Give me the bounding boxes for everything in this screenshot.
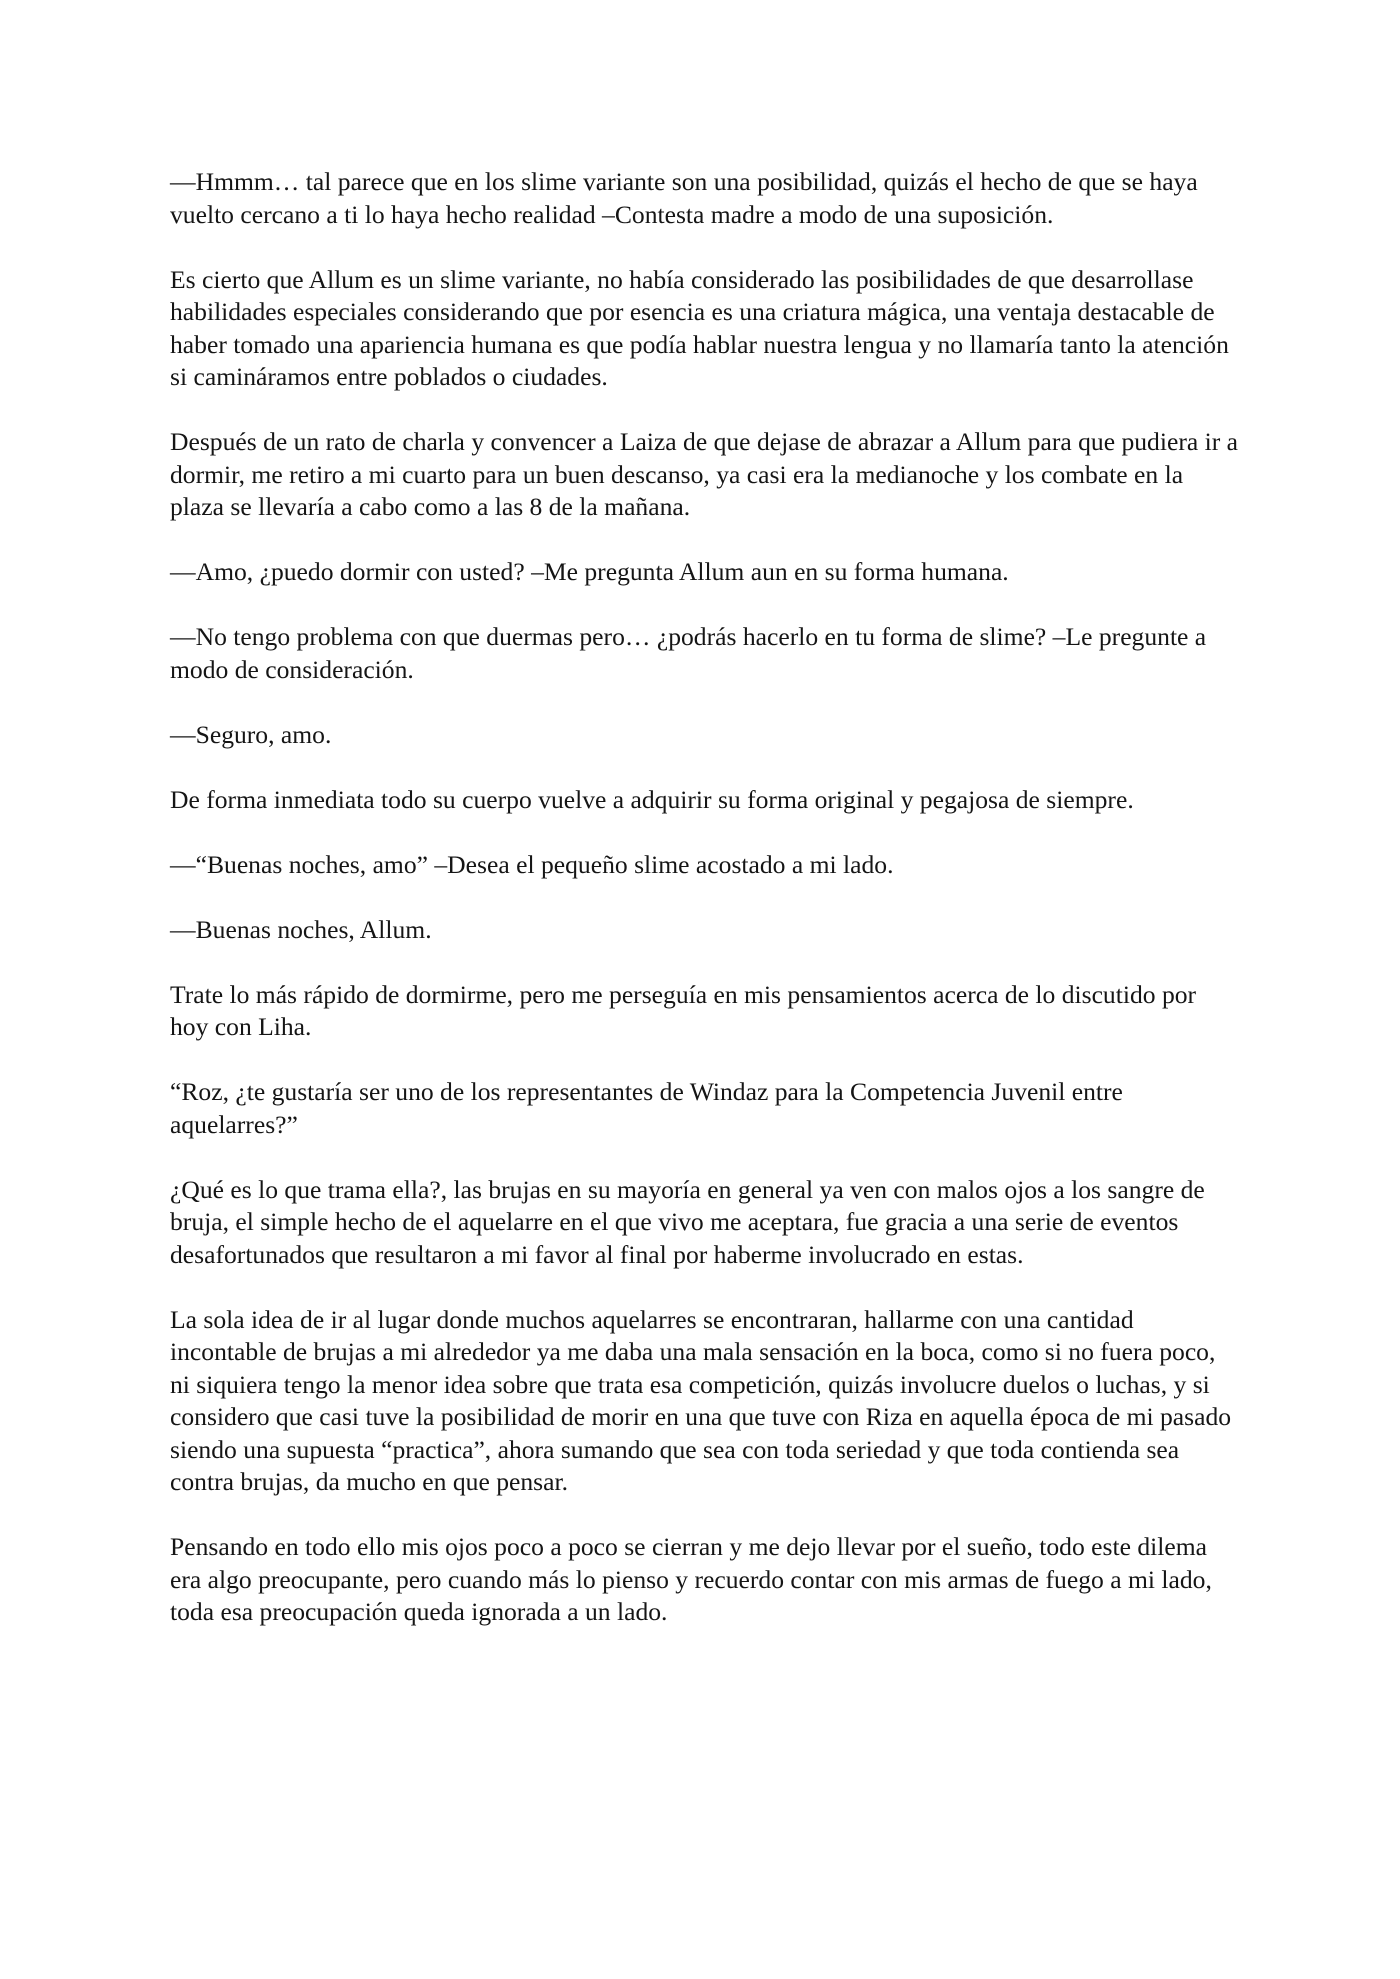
paragraph: Es cierto que Allum es un slime variante, no había considerado las posibilidades de que desarrollase habilidades especiales considerando que por esencia es una criatura mágica, una ventaja destacable de haber tomado una apariencia humana es que podía hablar nuestra lengua y no llamaría tanto la atención si camináramos entre poblados o ciudades. bbox=[170, 264, 1229, 391]
paragraph: Trate lo más rápido de dormirme, pero me perseguía en mis pensamientos acerca de lo discutido por hoy con Liha. bbox=[170, 979, 1197, 1041]
paragraph: “Roz, ¿te gustaría ser uno de los representantes de Windaz para la Competencia Juvenil entre aquelarres?” bbox=[170, 1077, 1123, 1139]
paragraph: —Amo, ¿puedo dormir con usted? –Me pregunta Allum aun en su forma humana. bbox=[170, 557, 1009, 586]
document-body bbox=[170, 166, 1240, 1661]
paragraph: —Buenas noches, Allum. bbox=[170, 914, 432, 944]
paragraph: —No tengo problema con que duermas pero… ¿podrás hacerlo en tu forma de slime? –Le pregunte a modo de consideración. bbox=[170, 622, 1207, 684]
paragraph: —Seguro, amo. bbox=[170, 719, 332, 749]
paragraph: De forma inmediata todo su cuerpo vuelve a adquirir su forma original y pegajosa de siempre. bbox=[170, 784, 1134, 814]
paragraph: —Hmmm… tal parece que en los slime variante son una posibilidad, quizás el hecho de que se haya vuelto cercano a ti lo haya hecho realidad –Contesta madre a modo de una suposición. bbox=[170, 167, 1198, 229]
paragraph: Después de un rato de charla y convencer a Laiza de que dejase de abrazar a Allum para que pudiera ir a dormir, me retiro a mi cuarto para un buen descanso, ya casi era la medianoche y los combate en la plaza se llevaría a cabo como a las 8 de la mañana. bbox=[170, 427, 1239, 521]
paragraph: —“Buenas noches, amo” –Desea el pequeño slime acostado a mi lado. bbox=[170, 849, 894, 879]
paragraph: La sola idea de ir al lugar donde muchos aquelarres se encontraran, hallarme con una cantidad incontable de brujas a mi alrededor ya me daba una mala sensación en la boca, como si no fuera poco, ni siquiera tengo la menor idea sobre que trata esa competición, quizás involucre duelos o luchas, y si considero que casi tuve la posibilidad de morir en una que tuve con Riza en aquella época de mi pasado siendo una supuesta “practica”, ahora sumando que sea con toda seriedad y que toda contienda sea contra brujas, da mucho en que pensar. bbox=[170, 1304, 1232, 1496]
paragraph: Pensando en todo ello mis ojos poco a poco se cierran y me dejo llevar por el sueño, todo este dilema era algo preocupante, pero cuando más lo pienso y recuerdo contar con mis armas de fuego a mi lado, toda esa preocupación queda ignorada a un lado. bbox=[170, 1532, 1212, 1626]
paragraph: ¿Qué es lo que trama ella?, las brujas en su mayoría en general ya ven con malos ojos a los sangre de bruja, el simple hecho de el aquelarre en el que vivo me aceptara, fue gracia a una serie de eventos desafortunados que resultaron a mi favor al final por haberme involucrado en estas. bbox=[170, 1174, 1205, 1269]
